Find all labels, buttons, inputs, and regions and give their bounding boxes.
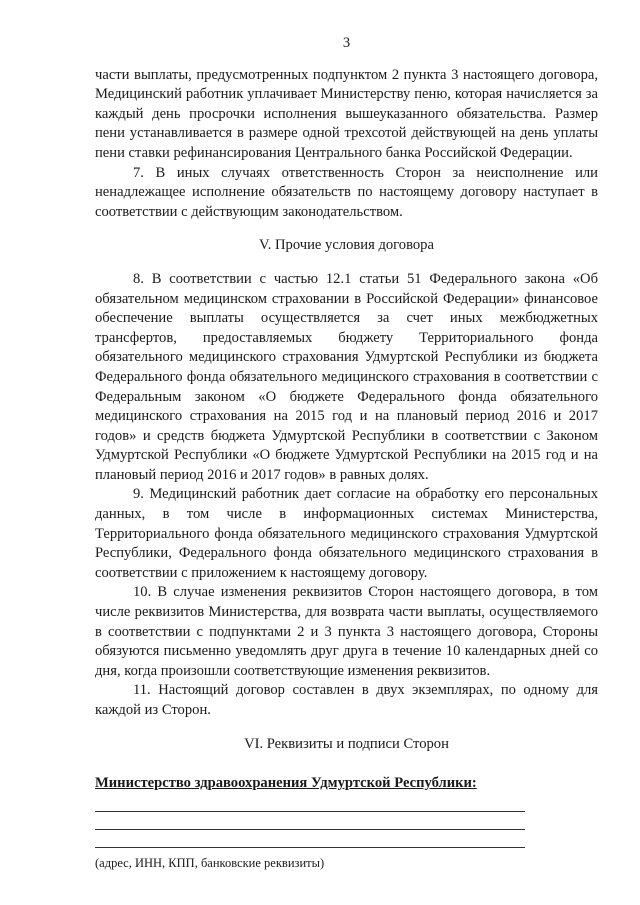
paragraph-penalty-continuation: части выплаты, предусмотренных подпунктом 2 пункта 3 настоящего договора, Медицинский работник уплачивает Министерству пеню, которая начисляется за каждый день просрочки исполнения вышеуказанного обязательства. Размер пени устанавливается в размере одной трехсотой действующей на день уплаты пени ставки рефинансирования Центрального банка Российской Федерации.: [95, 66, 598, 161]
paragraph-10: 10. В случае изменения реквизитов Сторон настоящего договора, в том числе реквизитов Министерства, для возврата части выплаты, осуществляемого в соответствии с подпунктами 2 и 3 пункта 3 настоящего договора, Стороны обязуются письменно уведомлять друг друга в течение 10 календарных дней со дня, когда произошли соответствующие изменения реквизитов.: [95, 584, 598, 679]
requisites-blank-line-3: [95, 847, 525, 848]
paragraph-8: 8. В соответствии с частью 12.1 статьи 51 Федерального закона «Об обязательном медицинском страховании в Российской Федерации» финансовое обеспечение выплаты осуществляется за счет иных межбюджетных трансфертов, предоставляемых бюджету Территориального фонда обязательного медицинского страхования Удмуртской Республики из бюджета Федерального фонда обязательного медицинского страхования в соответствии с Федеральным законом «О бюджете Федерального фонда обязательного медицинского страхования на 2015 год и на плановый период 2016 и 2017 годов» и средств бюджета Удмуртской Республики в соответствии с Законом Удмуртской Республики «О бюджете Удмуртской Республики на 2015 год и на плановый период 2016 и 2017 годов» в равных долях.: [95, 270, 598, 483]
requisites-blank-line-1: [95, 811, 525, 812]
paragraph-11: 11. Настоящий договор составлен в двух экземплярах, по одному для каждой из Сторон.: [95, 682, 598, 718]
requisites-blank-line-2: [95, 829, 525, 830]
paragraph-9: 9. Медицинский работник дает согласие на обработку его персональных данных, в том числе в информационных системах Министерства, Территориального фонда обязательного медицинского страхования Удмуртской Республики, Федерального фонда обязательного медицинского страхования в соответствии с приложением к настоящему договору.: [95, 486, 598, 581]
section-5-title: V. Прочие условия договора: [259, 237, 434, 254]
page-number: 3: [342, 35, 351, 51]
paragraph-7: 7. В иных случаях ответственность Сторон за неисполнение или ненадлежащее исполнение обязательств по настоящему договору наступает в соответствии с действующим законодательством.: [95, 164, 598, 220]
requisites-hint: (адрес, ИНН, КПП, банковские реквизиты): [95, 855, 325, 870]
document-page: [95, 34, 598, 873]
ministry-party-title: Министерство здравоохранения Удмуртской Республики:: [95, 775, 477, 792]
section-6-title: VI. Реквизиты и подписи Сторон: [244, 735, 449, 752]
